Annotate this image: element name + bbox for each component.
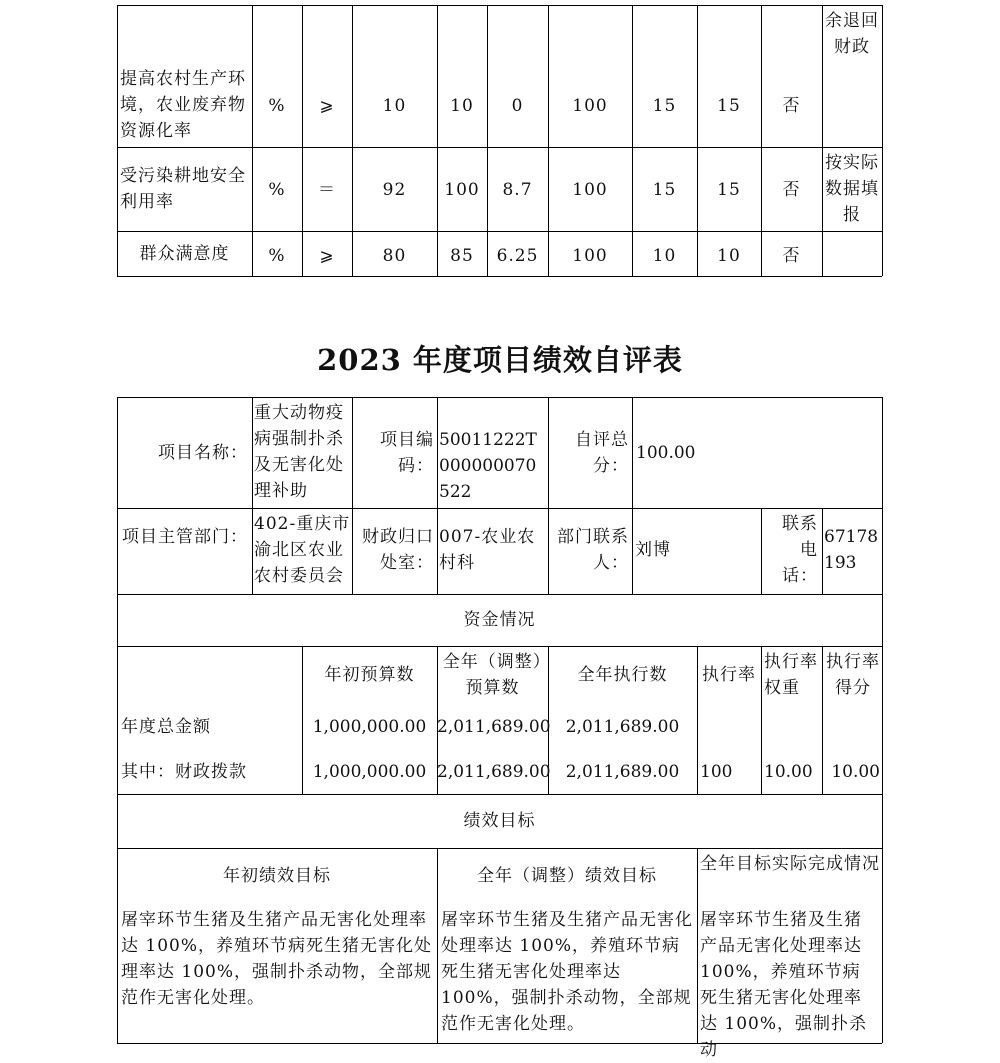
funds-header-initial: 年初预算数 [324, 665, 415, 685]
table-cell-flag: 否 [782, 246, 801, 266]
funds-header-adjusted: 全年（调整）预算数 [442, 652, 543, 698]
project-code-value: 50011222T000000070522 [439, 430, 537, 502]
goals-actual-text: 屠宰环节生猪及生猪产品无害化处理率达 100%，养殖环节病死生猪无害化处理率达 100%，强制扑杀动 [700, 910, 868, 1060]
table-cell-remark: 按实际数据填报 [825, 153, 879, 225]
table-cell-rate: 100 [572, 96, 608, 116]
table-cell-indicator: 提高农村生产环境，农业废弃物资源化率 [120, 69, 246, 141]
table-cell-score: 15 [717, 96, 741, 116]
self-score-label: 自评总分： [575, 430, 629, 476]
funds-cell-executed: 2,011,689.00 [565, 762, 680, 782]
dept-value: 402-重庆市渝北区农业农村委员会 [254, 514, 351, 586]
page-title: 2023 年度项目绩效自评表 [317, 343, 683, 377]
table-cell-score: 10 [717, 246, 741, 266]
phone-value: 67178193 [824, 527, 879, 573]
funds-cell-executed: 2,011,689.00 [565, 717, 680, 737]
funds-cell-initial: 1,000,000.00 [312, 762, 427, 782]
table-cell-deviation: 0 [511, 96, 524, 116]
funds-header-rate: 执行率 [702, 665, 756, 685]
project-name-label: 项目名称： [158, 443, 248, 463]
funds-cell-adjusted: 2,011,689.00 [437, 717, 551, 737]
table-cell-weight: 15 [652, 180, 677, 200]
contact-label: 部门联系人： [557, 527, 629, 573]
funds-cell-weight: 10.00 [764, 762, 813, 782]
table-cell-operator: ⩾ [319, 246, 335, 266]
table-cell-actual: 85 [450, 246, 474, 266]
table-cell-actual: 100 [444, 180, 480, 200]
goals-adjusted-text: 屠宰环节生猪及生猪产品无害化处理率达 100%，养殖环节病死生猪无害化处理率达 100%，强制扑杀动物，全部规范作无害化处理。 [441, 910, 693, 1034]
contact-value: 刘博 [635, 540, 671, 560]
phone-label: 联系电话： [782, 514, 818, 586]
table-cell-operator: ＝ [318, 180, 336, 200]
funds-cell-score: 10.00 [831, 762, 880, 782]
funds-header-executed: 全年执行数 [577, 665, 668, 685]
table-cell-indicator: 受污染耕地安全利用率 [120, 166, 246, 212]
project-name-value: 重大动物疫病强制扑杀及无害化处理补助 [254, 403, 344, 501]
project-code-label: 项目编码： [380, 430, 434, 476]
table-cell-rate: 100 [572, 180, 608, 200]
finance-office-value: 007-农业农村科 [439, 527, 536, 573]
table-cell-target: 80 [382, 246, 407, 266]
goals-header-actual: 全年目标实际完成情况 [700, 854, 880, 874]
goals-header-adjusted: 全年（调整）绩效目标 [477, 866, 657, 886]
finance-office-label: 财政归口处室： [362, 527, 434, 573]
table-cell-unit: % [268, 180, 286, 200]
funds-cell-rate: 100 [700, 762, 733, 782]
dept-label: 项目主管部门： [122, 527, 248, 547]
funds-section-title: 资金情况 [463, 610, 536, 630]
table-cell-target: 10 [382, 96, 407, 116]
table-cell-flag: 否 [782, 180, 801, 200]
table-cell-flag: 否 [782, 96, 801, 116]
table-cell-score: 15 [717, 180, 741, 200]
table-cell-deviation: 6.25 [496, 246, 539, 266]
funds-header-weight: 执行率权重 [764, 652, 818, 698]
table-cell-unit: % [268, 96, 286, 116]
funds-cell-initial: 1,000,000.00 [312, 717, 427, 737]
goals-section-title: 绩效目标 [463, 811, 536, 831]
table-cell-indicator: 群众满意度 [139, 244, 230, 264]
funds-cell-adjusted: 2,011,689.00 [437, 762, 551, 782]
table-cell-actual: 10 [450, 96, 474, 116]
funds-row-label: 年度总金额 [121, 717, 211, 737]
table-cell-unit: % [268, 246, 286, 266]
table-cell-remark: 余退回财政 [825, 11, 879, 57]
goals-header-initial: 年初绩效目标 [223, 866, 331, 886]
goals-initial-text: 屠宰环节生猪及生猪产品无害化处理率达 100%，养殖环节病死生猪无害化处理率达 100%，强制扑杀动物，全部规范作无害化处理。 [121, 910, 433, 1008]
table-cell-rate: 100 [572, 246, 608, 266]
self-score-value: 100.00 [636, 443, 696, 463]
funds-header-score: 执行率得分 [826, 652, 880, 698]
table-cell-deviation: 8.7 [502, 180, 533, 200]
table-cell-target: 92 [382, 180, 407, 200]
table-cell-operator: ⩾ [319, 96, 335, 116]
table-cell-weight: 15 [652, 96, 677, 116]
funds-row-label: 其中：财政拨款 [121, 762, 247, 782]
table-cell-weight: 10 [652, 246, 677, 266]
